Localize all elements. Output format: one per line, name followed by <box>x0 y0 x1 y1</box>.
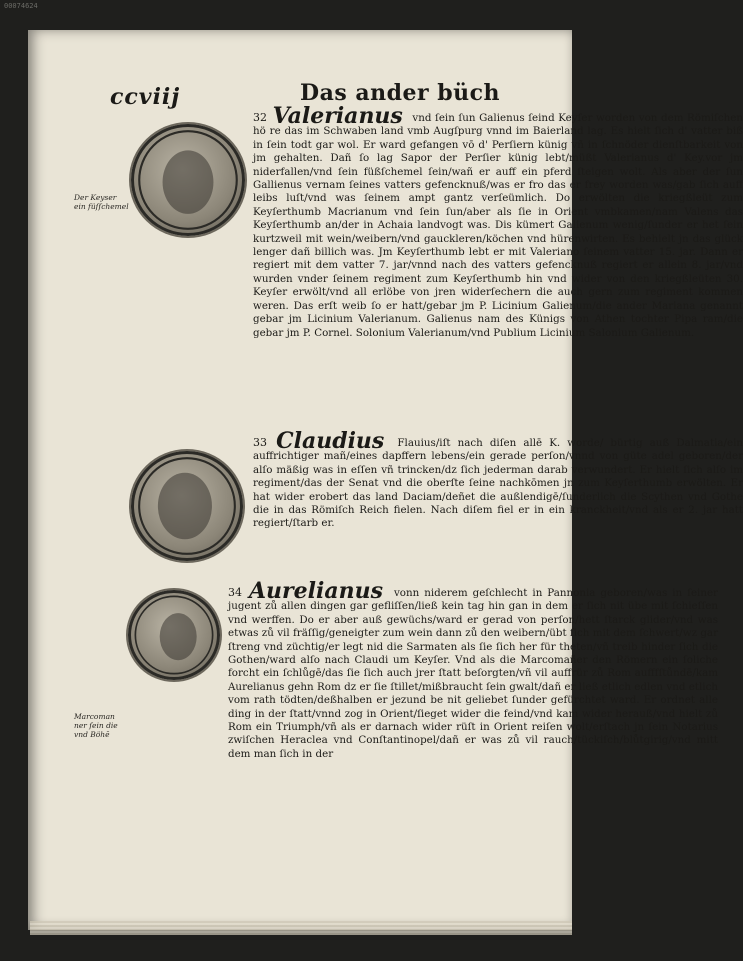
folio-number: ccviij <box>110 84 181 110</box>
entry-name: Valerianus <box>272 103 403 129</box>
entry-aurelianus <box>78 578 718 761</box>
entry-number: 34 <box>228 586 242 599</box>
entry-valerianus <box>78 103 743 340</box>
scan-id-label: 00074624 <box>4 2 38 10</box>
entry-name: Aurelianus <box>248 578 383 604</box>
entry-text: Flauius/iſt nach diſen allē K. worde/ bürtig auß Dalmatia/ein auffrichtiger mañ/eines dapffern lebens/ein gerade perſon/vnnd von güte adel geboren/der alſo mäßig was in eſſen vñ trincken/dz ſich jederman darab verwundert. Er hielt ſich alſo im regiment/das der Senat vnd die oberſte ſeine nachkōmen jn zum Keyſerthumb erwölten. Er hat wider erobert das land Daciam/deñet die außlendigē/ſunderlich die Scythen vnd Gothe die in das Römiſch Reich fielen. Nach diſem fiel er in ein kranckheit/vnd als er 2. jar hatt regiert/ſtarb er. <box>253 437 743 530</box>
entry-claudius <box>78 428 743 531</box>
page-edges <box>30 921 572 935</box>
entry-name: Claudius <box>276 428 385 454</box>
margin-note-footstool: Der Keyser ein füſſchemel <box>74 193 129 211</box>
running-head: Das ander büch <box>300 80 501 106</box>
entry-number: 33 <box>253 436 267 449</box>
entry-text: vnd ſein ſun Galienus ſeind Keyſer worden von dem Römiſchen hö re das im Schwaben land vmb Augſpurg vnnd im Baierland lag. Es hielt ſich d' vatter biß in ſein todt gar wol. Er ward gefangen vō d' Perſiern künig vñ in ſchnöder dienſtbarkeit von jm gehalten. Dañ ſo lag Sapor der Perſier künig lebt/müßt Valerianus d' Key.vor jm niderfallen/vnd ſein füßſchemel ſein/wañ er auff ein pferd ſteigen wolt. Als aber der ſun Gallienus vernam ſeines vatters gefencknuß/was er fro das er frey worden was/gab ſich auff leibs luſt/vnd was ſeinem ampt gantz verſeümlich. Do erwölten die kriegßleüt zum Keyſerthumb Macrianum vnd ſein ſun/aber als ſie in Orient vmbkamen/nam Valens das Keyſerthumb an/der in Achaia landvogt was. Dis kümert Galienum wenig/ſunder er het ſein kurtzweil mit wein/weibern/vnd gauckleren/köchen vnd hürenwirten. Es behielt jn das glück lenger dañ billich was. Jm Keyſerthumb lebt er mit Valeriano ſeinem vatter 15. jar. Dann er regiert mit dem vatter 7. jar/vnnd nach des vatters gefencknuß regiert er allein 8. jar/vnd wurden vnder ſeinem regiment zum Keyſerthumb hin vnd wider von den kriegßleüten 30. Keyſer erwölt/vnd all erlöbe von jren widerſechern die auch gern zum regiment kommen weren. Das erſt weib ſo er hatt/gebar jm P. Licinium Galienum/die ander Mariana genannt gebar jm Licinium Valerianum. Galienus nam des Künigs von Athen tochter Pipa ram/die gebar jm P. Cornel. Solonium Valerianum/vnd Publium Licinium Salonium Galienum. <box>253 112 743 339</box>
entry-number: 32 <box>253 111 267 124</box>
entry-text: vonn niderem geſchlecht in Pannonia geboren/was in ſeiner jugent zů allen dingen gar gefliſſen/ließ kein tag hin gan in dem er ſich nit übe mit ſchieſſen vnd werffen. Do er aber auß gewüchs/ward er gerad von perſon/hett ſtarck glider/vnd was etwas zů vil fräſſig/geneigter zum wein dann zů den weibern/übt ſich mit dem ſchwert/wz gar ſtreng vnd züchtig/er legt nid die Sarmaten als ſie ſich her für theten/vñ treib hinder ſich die Gothen/ward alſo nach Claudi um Keyſer. Vnd als die Marcomañer den Römern ein ſoliche forcht ein ſchlůgē/das ſie ſich auch jrer ſtatt beſorgten/vñ vil auffrür zů Rom aufffſtůndē/kam Aurelianus gehn Rom dz er ſie ſtillet/mißbraucht ſein gwalt/dañ er ließ etlich edlen vnd etlich vom rath tödten/deßhalben er jezund be nit geliebet ſunder gefürchtet ward. Er ordnet alle ding in der ſtatt/vnnd zog in Orient/ſieget wider die feind/vnd kam wider herauß/vnd hielt zů Rom ein Triumph/vñ als er darnach wider rüſt in Orient reiſen wolt/erſtach jn ſein Notarius zwiſchen Heraclea vnd Conſtantinopel/dañ er was zů vil rauch/tückiſch/blůtgirig/vnd mitt dem man ſich in der <box>228 587 718 760</box>
margin-note-marcomanni: Marcoman ner ſein die vnd Böhē <box>74 712 118 739</box>
